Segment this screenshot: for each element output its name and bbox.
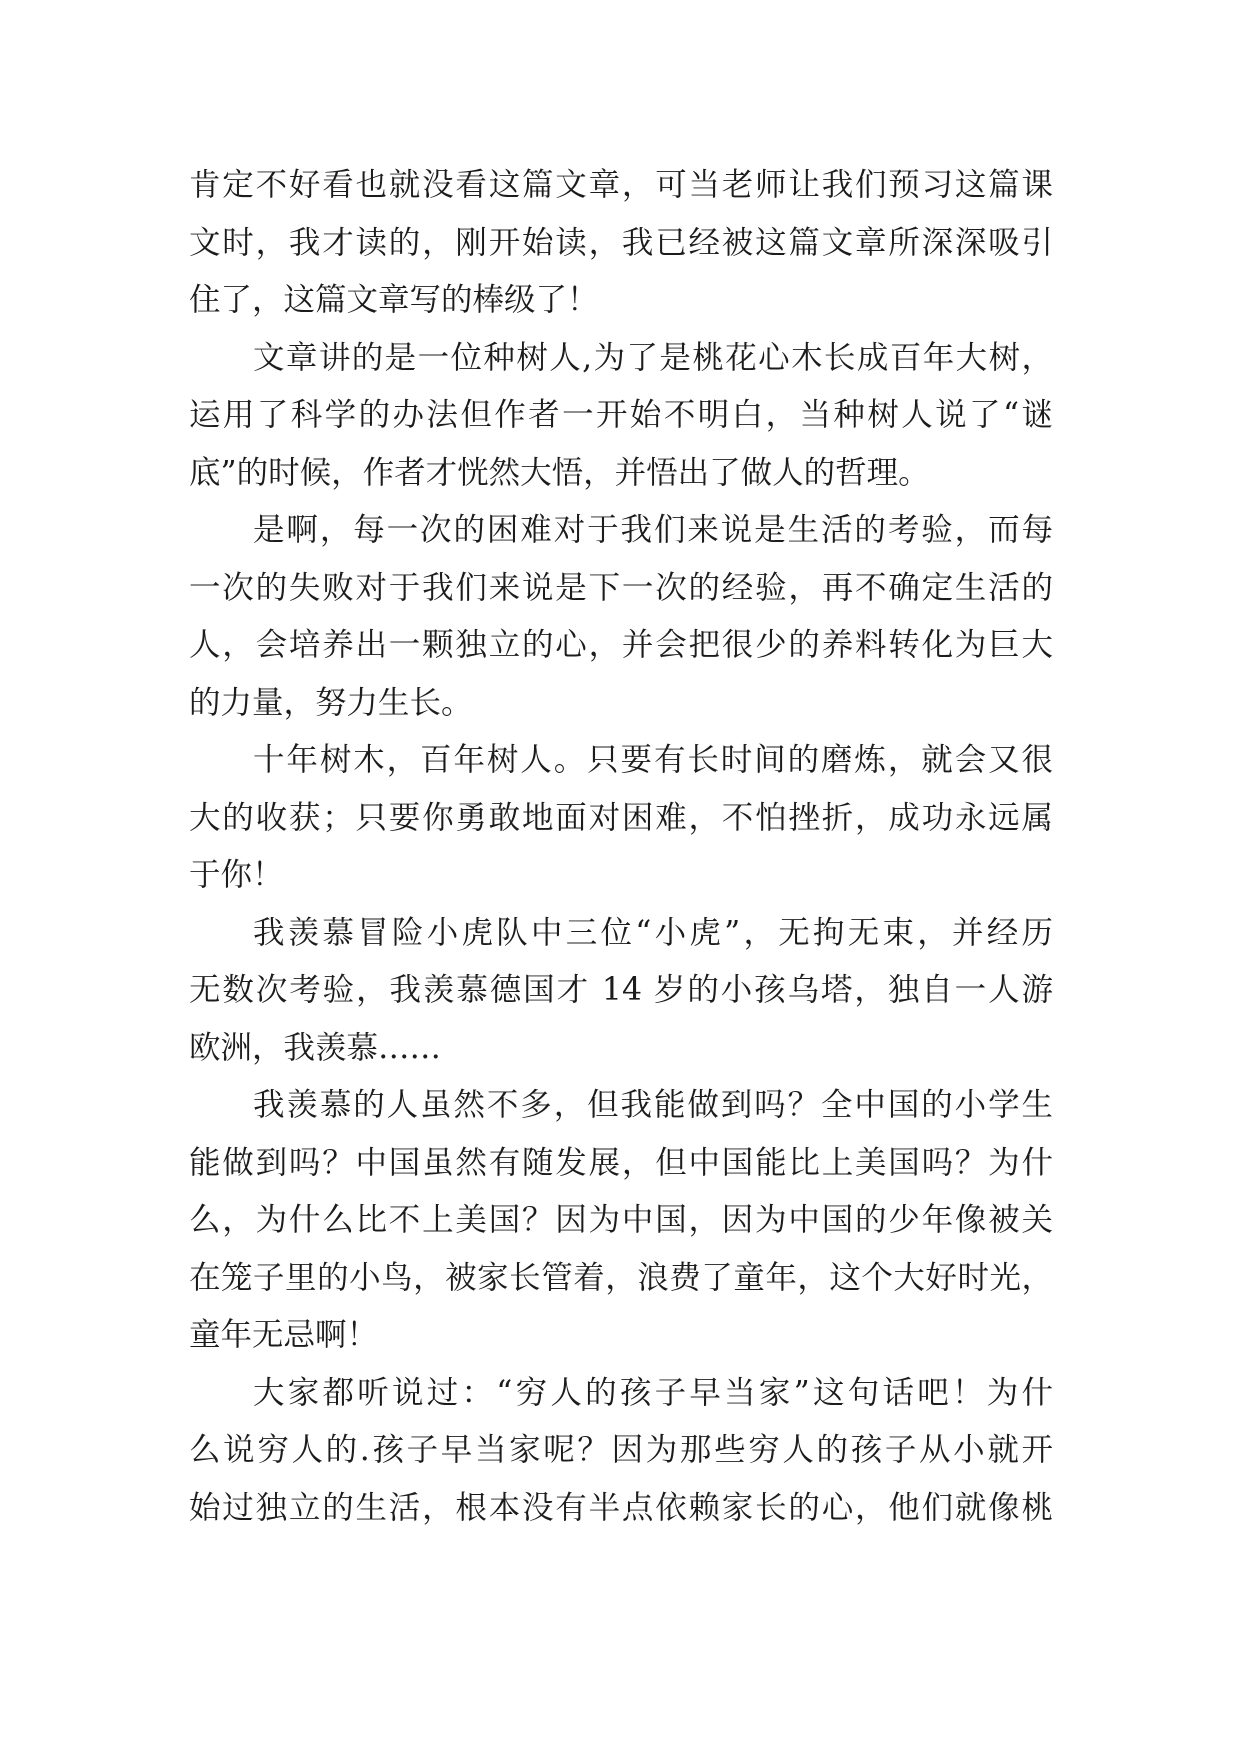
text-line: 十年树木，百年树人。只要有长时间的磨炼，就会又很 [253,742,1053,778]
text-line: 文章讲的是一位种树人,为了是桃花心木长成百年大树， [253,339,1053,376]
text-line: 无数次考验，我羡慕德国才 14 岁的小孩乌塔，独自一人游 [189,972,1053,1008]
text-line: 么，为什么比不上美国？因为中国，因为中国的少年像被关 [189,1202,1053,1238]
text-line: 童年无忌啊！ [189,1317,379,1353]
paragraph [189,502,1053,732]
text-line: 么说穷人的.孩子早当家呢？因为那些穷人的孩子从小就开 [189,1432,1053,1468]
document-body [189,157,1053,1537]
text-line: 我羡慕冒险小虎队中三位“小虎”，无拘无束，并经历 [253,914,1053,951]
text-line: 欧洲，我羡慕…… [189,1029,442,1066]
paragraph [189,330,1053,503]
text-line: 运用了科学的办法但作者一开始不明白，当种树人说了“谜 [189,397,1053,433]
text-line: 大的收获；只要你勇敢地面对困难，不怕挫折，成功永远属 [189,799,1053,836]
text-line: 能做到吗？中国虽然有随发展，但中国能比上美国吗？为什 [189,1144,1053,1181]
paragraph [189,732,1053,905]
text-line: 在笼子里的小鸟，被家长管着，浪费了童年，这个大好时光， [189,1259,1053,1296]
text-line: 底”的时候，作者才恍然大悟，并悟出了做人的哲理。 [189,454,930,491]
paragraph [189,1365,1053,1538]
text-line: 人，会培养出一颗独立的心，并会把很少的养料转化为巨大 [189,627,1053,663]
text-line: 始过独立的生活，根本没有半点依赖家长的心，他们就像桃 [189,1489,1053,1526]
text-line: 于你！ [189,857,284,893]
paragraph [189,1077,1053,1365]
text-line: 大家都听说过：“穷人的孩子早当家”这句话吧！为什 [253,1374,1053,1411]
text-line: 是啊，每一次的困难对于我们来说是生活的考验，而每 [253,512,1053,548]
paragraph [189,157,1053,330]
text-line: 一次的失败对于我们来说是下一次的经验，再不确定生活的 [189,569,1053,606]
text-line: 住了，这篇文章写的棒级了！ [189,282,599,318]
text-line: 的力量，努力生长。 [189,684,473,721]
text-line: 我羡慕的人虽然不多，但我能做到吗？全中国的小学生 [253,1087,1053,1123]
paragraph [189,905,1053,1078]
text-line: 肯定不好看也就没看这篇文章，可当老师让我们预习这篇课 [189,167,1053,203]
text-line: 文时，我才读的，刚开始读，我已经被这篇文章所深深吸引 [189,224,1053,261]
